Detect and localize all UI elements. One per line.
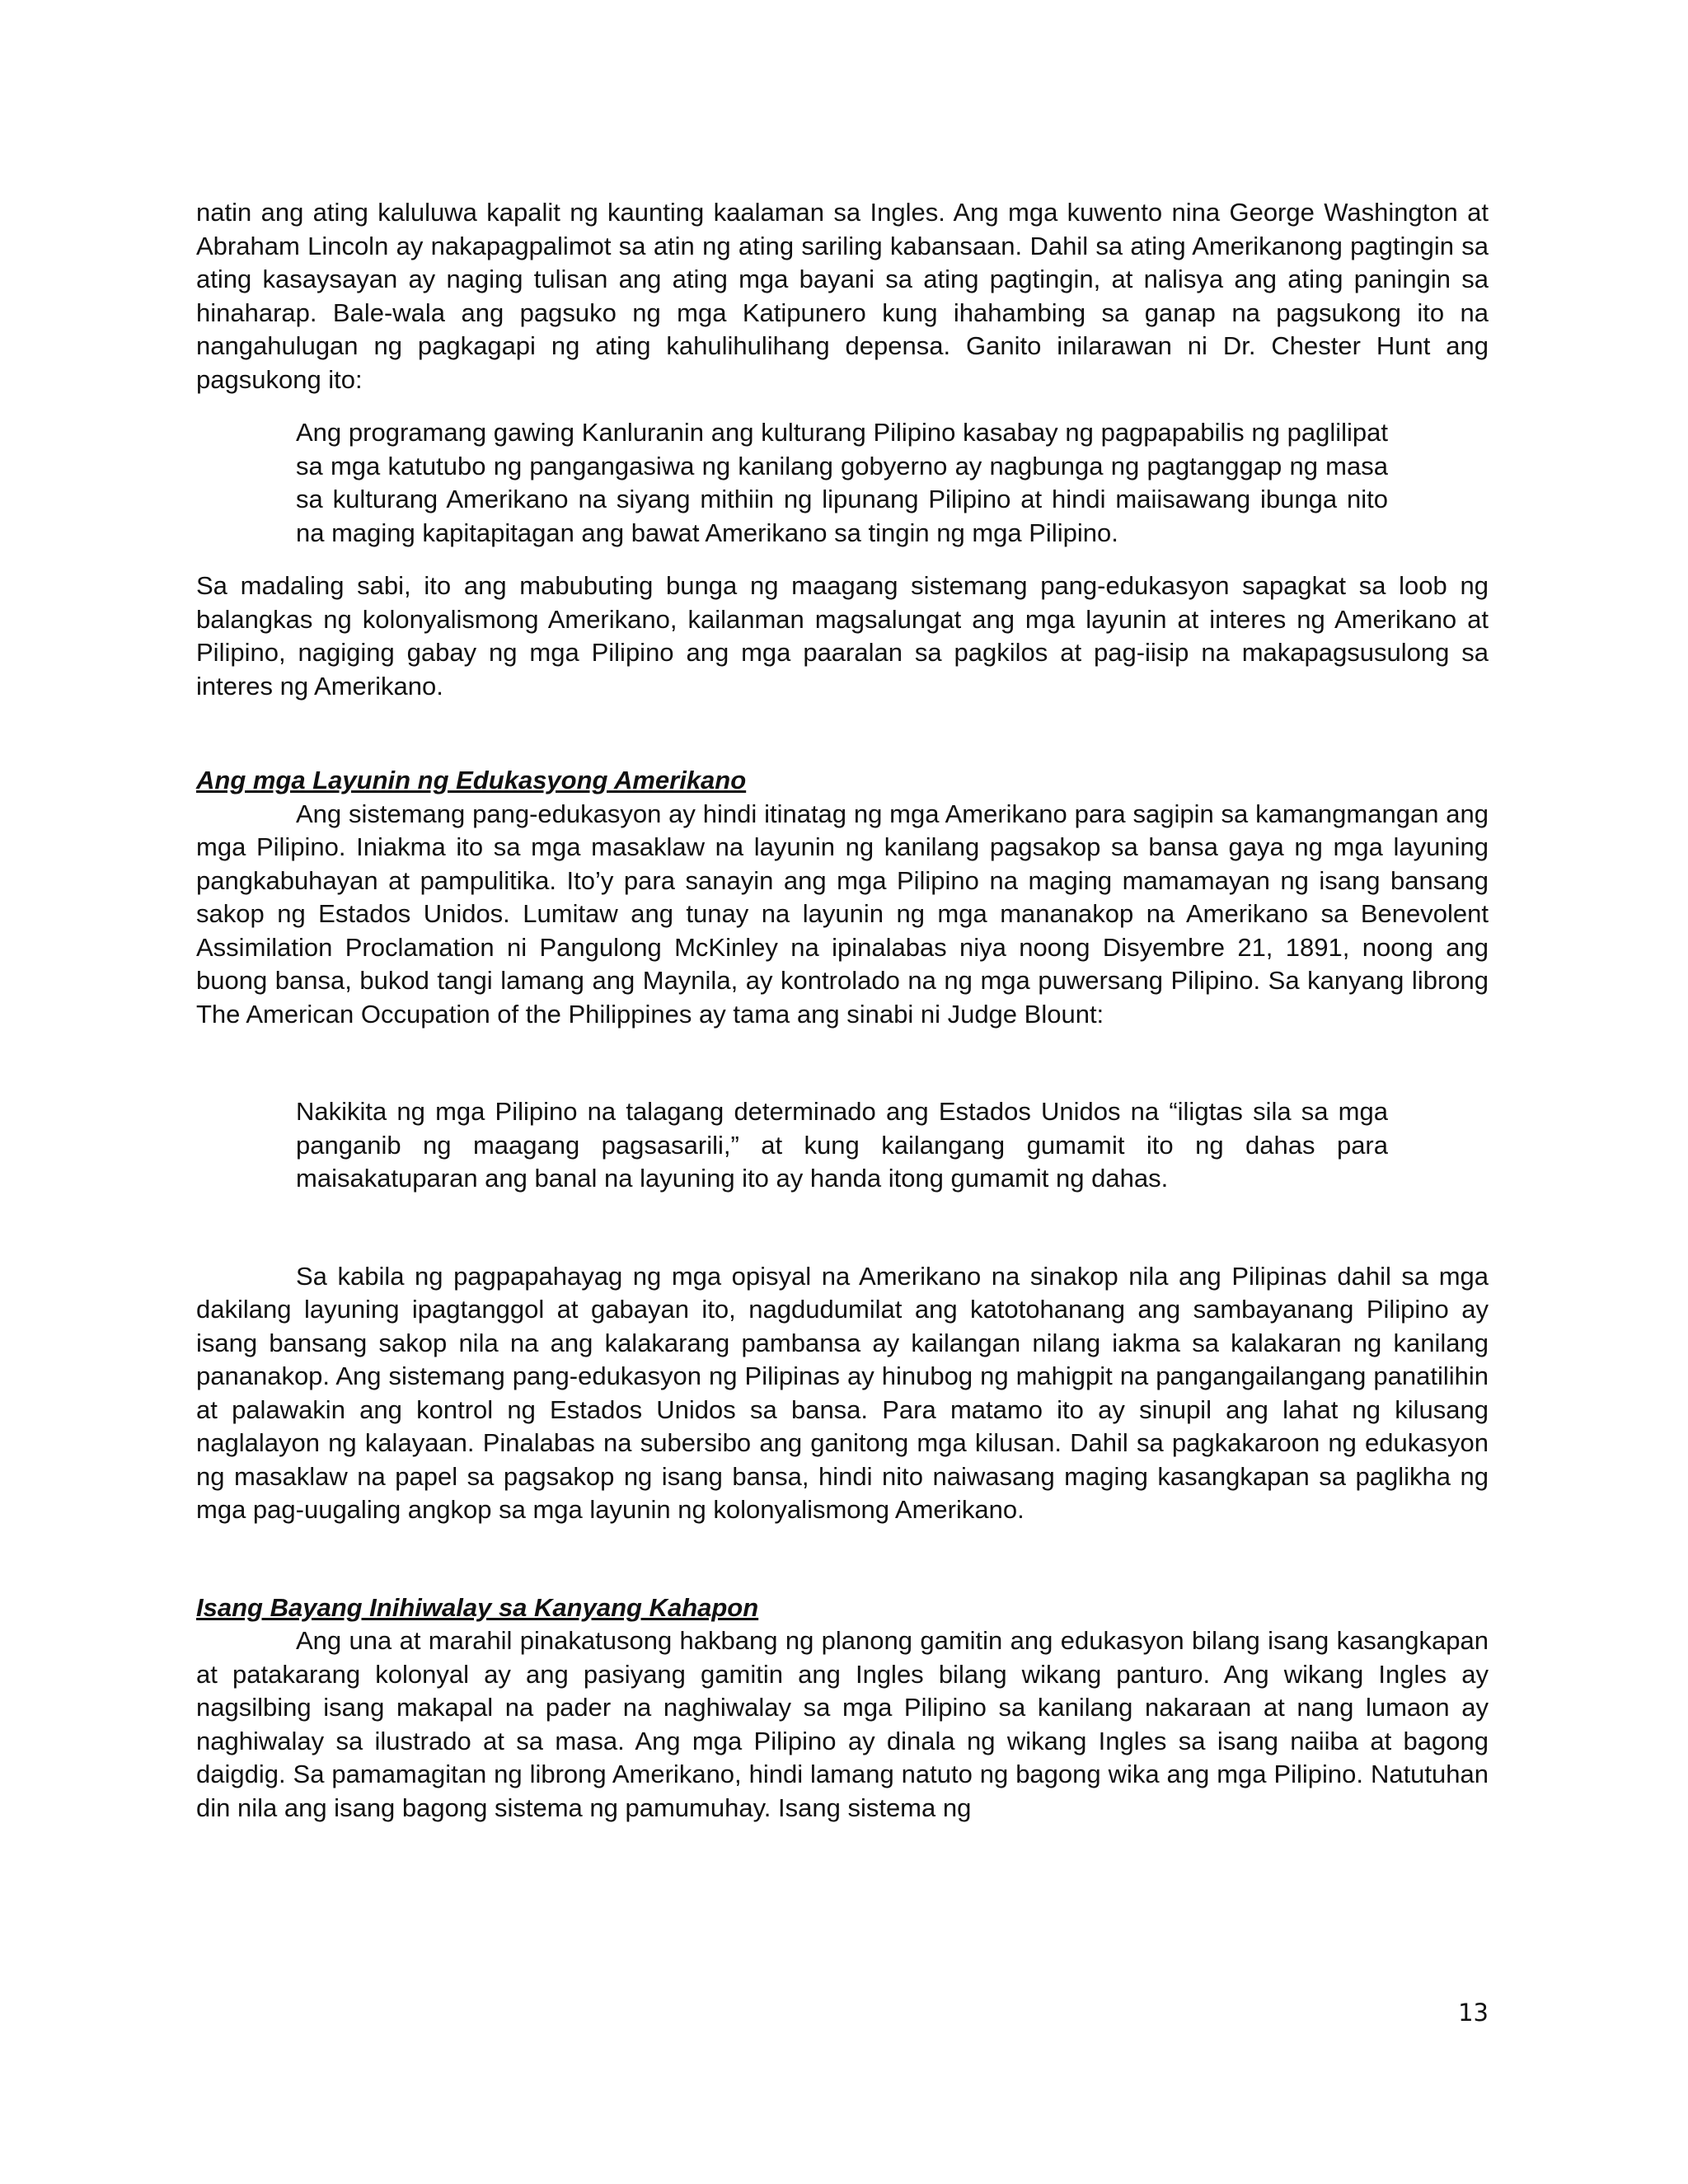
paragraph-intro: natin ang ating kaluluwa kapalit ng kaunting kaalaman sa Ingles. Ang mga kuwento nina George Washington at Abraham Lincoln ay nakapagpalimot sa atin ng ating sariling kabansaan. Dahil sa ating Amerikanong pagtingin sa ating kasaysayan ay naging tulisan ang ating mga bayani sa ating pagtingin, at nalisya ang ating paningin sa hinaharap. Bale-wala ang pagsuko ng mga Katipunero kung ihahambing sa ganap na pagsukong ito na nangahulugan ng pagkagapi ng ating kahulihulihang depensa. Ganito inilarawan ni Dr. Chester Hunt ang pagsukong ito: (196, 198, 1489, 394)
spacer (196, 703, 1489, 764)
spacer (196, 1031, 1489, 1095)
paragraph-ingles: Ang una at marahil pinakatusong hakbang ng planong gamitin ang edukasyon bilang isang kasangkapan at patakarang kolonyal ay ang pasiyang gamitin ang Ingles bilang wikang panturo. Ang wikang Ingles ay nagsilbing isang makapal na pader na naghiwalay sa mga Pilipino sa kanilang nakaraan at nang lumaon ay naghiwalay sa ilustrado at sa masa. Ang mga Pilipino ay dinala ng wikang Ingles sa isang naiiba at bagong daigdig. Sa pamamagitan ng librong Amerikano, hindi lamang natuto ng bagong wika ang mga Pilipino. Natutuhan din nila ang isang bagong sistema ng pamumuhay. Isang sistema ng (196, 1626, 1489, 1822)
section-heading-kahapon: Isang Bayang Inihiwalay sa Kanyang Kahapon (196, 1592, 759, 1622)
spacer (196, 1527, 1489, 1591)
spacer (196, 1196, 1489, 1260)
spacer (196, 550, 1489, 569)
page-number: 13 (1458, 1999, 1489, 2027)
block-quote-hunt: Ang programang gawing Kanluranin ang kulturang Pilipino kasabay ng pagpapabilis ng paglilipat sa mga katutubo ng pangangasiwa ng kanilang gobyerno ay nagbunga ng pagtanggap ng masa sa kulturang Amerikano na siyang mithiin ng lipunang Pilipino at hindi maiisawang ibunga nito na maging kapitapitagan ang bawat Amerikano sa tingin ng mga Pilipino. (296, 418, 1388, 547)
paragraph-kolonyalismo: Sa kabila ng pagpapahayag ng mga opisyal na Amerikano na sinakop nila ang Pilipinas dahil sa mga dakilang layuning ipagtanggol at gabayan ito, nagdudumilat ang katotohanang ang sambayanang Pilipino ay isang bansang sakop nila na ang kalakarang pambansa ay kailangan nilang iakma sa kalakaran ng kanilang pananakop. Ang sistemang pang-edukasyon ng Pilipinas ay hinubog ng mahigpit na pangangailangang panatilihin at palawakin ang kontrol ng Estados Unidos sa bansa. Para matamo ito ay sinupil ang lahat ng kilusang naglalayon ng kalayaan. Pinalabas na subersibo ang ganitong mga kilusan. Dahil sa pagkakaroon ng edukasyon ng masaklaw na papel sa pagsakop ng isang bansa, hindi nito naiwasang maging kasangkapan sa paglikha ng mga pag-uugaling angkop sa mga layunin ng kolonyalismong Amerikano. (196, 1261, 1489, 1524)
paragraph-layunin: Ang sistemang pang-edukasyon ay hindi itinatag ng mga Amerikano para sagipin sa kamangmangan ang mga Pilipino. Iniakma ito sa mga masaklaw na layunin ng kanilang pagsakop sa bansa gaya ng mga layuning pangkabuhayan at pampulitika. Ito’y para sanayin ang mga Pilipino na maging mamamayan ng isang bansang sakop ng Estados Unidos. Lumitaw ang tunay na layunin ng mga mananakop na Amerikano sa Benevolent Assimilation Proclamation ni Pangulong McKinley na ipinalabas niya noong Disyembre 21, 1891, noong ang buong bansa, bukod tangi lamang ang Maynila, ay kontrolado na ng mga puwersang Pilipino. Sa kanyang librong The American Occupation of the Philippines ay tama ang sinabi ni Judge Blount: (196, 799, 1489, 1029)
paragraph-summary: Sa madaling sabi, ito ang mabubuting bunga ng maagang sistemang pang-edukasyon sapagkat sa loob ng balangkas ng kolonyalismong Amerikano, kailanman magsalungat ang mga layunin at interes ng Amerikano at Pilipino, nagiging gabay ng mga Pilipino ang mga paaralan sa pagkilos at pag-iisip na makapagsusulong sa interes ng Amerikano. (196, 571, 1489, 701)
spacer (196, 396, 1489, 416)
block-quote-blount: Nakikita ng mga Pilipino na talagang determinado ang Estados Unidos na “iligtas sila sa mga panganib ng maagang pagsasarili,” at kung kailangang gumamit ito ng dahas para maisakatuparan ang banal na layuning ito ay handa itong gumamit ng dahas. (296, 1097, 1388, 1193)
page-body (196, 196, 1489, 1825)
section-heading-layunin: Ang mga Layunin ng Edukasyong Amerikano (196, 766, 747, 794)
